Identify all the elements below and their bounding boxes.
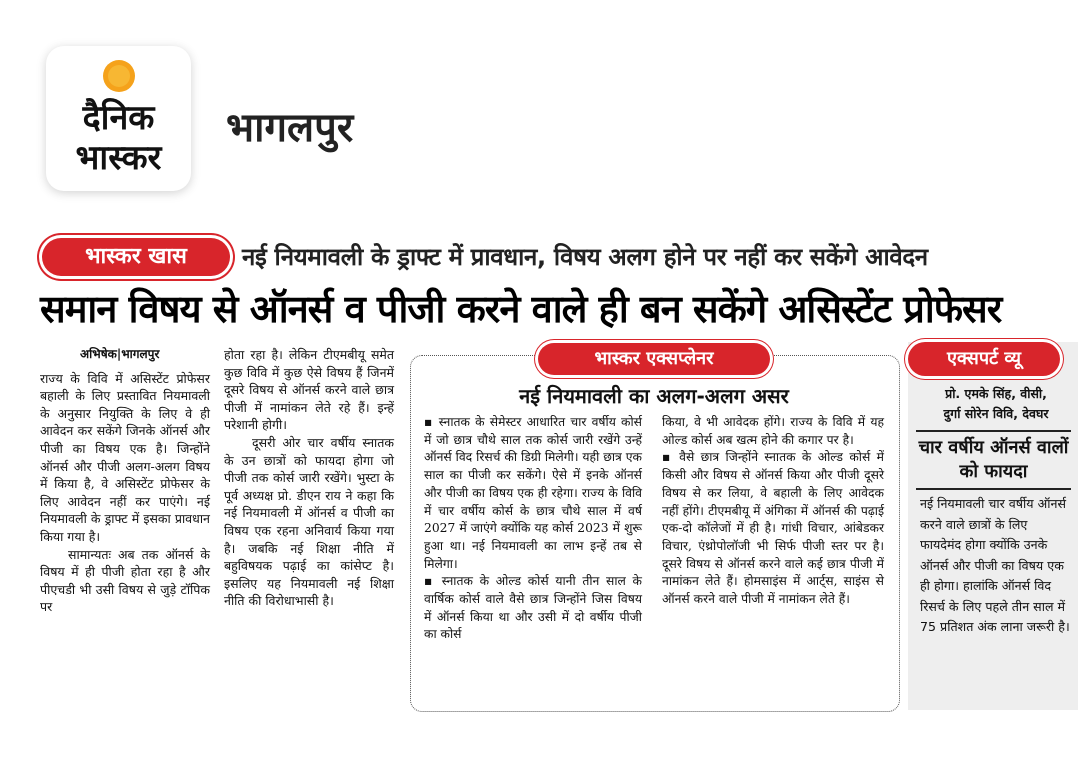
divider xyxy=(916,430,1071,432)
expert-badge: एक्सपर्ट व्यू xyxy=(908,342,1060,376)
explainer-badge: भास्कर एक्सप्लेनर xyxy=(538,343,770,375)
paragraph: ▪ वैसे छात्र जिन्होंने स्नातक के ओल्ड कोर्स में किसी और विषय से ऑनर्स किया और पीजी दूसरे विषय से कर लिया, वे बहाली के लिए आवेदक नहीं होंगे। टीएमबीयू में अंगिका में ऑनर्स की पढ़ाई एक-दो कॉलेजों में ही है। गांधी विचार, आंबेडकर विचार, एंथ्रोपोलॉजी भी सिर्फ पीजी स्तर पर है। दूसरे विषय से ऑनर्स करने वाले कई छात्र पीजी में नामांकन लेते हैं। होमसाइंस में आर्ट्स, साइंस से ऑनर्स करने वाले पीजी में नामांकन लेते हैं। xyxy=(662,450,884,607)
newspaper-logo xyxy=(46,46,191,191)
paragraph: राज्य के विवि में असिस्टेंट प्रोफेसर बहाली के लिए प्रस्तावित नियमावली के अनुसार नियुक्ति के लिए वे ही आवेदन कर सकेंगे जिनके ऑनर्स और पीजी का विषय एक है। जिन्होंने ऑनर्स और पीजी अलग-अलग विषय में किया है, वे असिस्टेंट प्रोफेसर के लिए आवेदन नहीं कर पाएंगे। नई नियमावली के ड्राफ्ट में इसका प्रावधान किया गया है। xyxy=(40,370,210,544)
paragraph: दूसरी ओर चार वर्षीय स्नातक के उन छात्रों को फायदा होगा जो पीजी तक कोर्स जारी रखेंगे। भुस्टा के पूर्व अध्यक्ष प्रो. डीएन राय ने कहा कि नई नियमावली में ऑनर्स व पीजी का विषय एक रहना अनिवार्य किया गया है। जबकि नई शिक्षा नीति में बहुविषयक पढ़ाई का कांसेप्ट है। इसलिए यह नियमावली नई शिक्षा नीति की विरोधाभासी है। xyxy=(224,434,394,609)
paragraph: ▪ स्नातक के ओल्ड कोर्स यानी तीन साल के वार्षिक कोर्स वाले वैसे छात्र जिन्होंने जिस विषय में ऑनर्स किया था और उसी में दो वर्षीय पीजी का कोर्स xyxy=(424,574,642,642)
expert-heading: चार वर्षीय ऑनर्स वालों को फायदा xyxy=(918,437,1069,482)
sun-icon xyxy=(101,58,137,94)
byline: अभिषेक|भागलपुर xyxy=(80,347,160,361)
expert-affiliation: दुर्गा सोरेन विवि, देवघर xyxy=(943,406,1049,421)
expert-body: नई नियमावली चार वर्षीय ऑनर्स करने वाले छात्रों के लिए फायदेमंद होगा क्योंकि उनके ऑनर्स और पीजी का विषय एक ही होगा। हालांकि ऑनर्स विद रिसर्च के लिए पहले तीन साल में 75 प्रतिशत अंक लाना जरूरी है। xyxy=(920,496,1070,634)
paragraph: किया, वे भी आवेदक होंगे। राज्य के विवि में यह ओल्ड कोर्स अब खत्म होने की कगार पर है। xyxy=(662,415,884,447)
paragraph: सामान्यतः अब तक ऑनर्स के विषय में ही पीजी होता रहा है और पीएचडी भी उसी विषय से जुड़े टॉपिक पर xyxy=(40,546,210,615)
story-column-2 xyxy=(224,346,394,610)
story-column-1 xyxy=(40,346,210,616)
paragraph: ▪ स्नातक के सेमेस्टर आधारित चार वर्षीय कोर्स में जो छात्र चौथे साल तक कोर्स जारी रखेंगे उन्हें ऑनर्स विद रिसर्च की डिग्री मिलेगी। यही छात्र एक साल का पीजी कर सकेंगे। ऐसे में इनके ऑनर्स और पीजी का विषय एक ही रहेगा। राज्य के विवि में चार वर्षीय कोर्स के छात्र चौथे साल में वर्ष 2027 में जाएंगे क्योंकि यह कोर्स 2023 में शुरू हुआ था। नई नियमावली का लाभ इन्हें तब से मिलेगा। xyxy=(424,415,642,571)
expert-name-line: प्रो. एमके सिंह, वीसी, xyxy=(945,386,1047,401)
section-badge: भास्कर खास xyxy=(42,238,230,276)
main-headline: समान विषय से ऑनर्स व पीजी करने वाले ही बन सकेंगे असिस्टेंट प्रोफेसर xyxy=(40,287,1002,331)
explainer-column-left xyxy=(424,414,642,644)
expert-name xyxy=(916,384,1076,424)
explainer-column-right xyxy=(662,414,884,609)
divider xyxy=(916,488,1071,490)
edition-city: भागलपुर xyxy=(226,105,354,151)
logo-text-dainik: दैनिक xyxy=(82,98,155,138)
explainer-title: नई नियमावली का अलग-अलग असर xyxy=(519,384,789,408)
logo-text-bhaskar: भास्कर xyxy=(75,138,162,178)
kicker-headline: नई नियमावली के ड्राफ्ट में प्रावधान, विषय अलग होने पर नहीं कर सकेंगे आवेदन xyxy=(242,243,928,271)
paragraph: होता रहा है। लेकिन टीएमबीयू समेत कुछ विवि में कुछ ऐसे विषय हैं जिनमें दूसरे विषय से ऑनर्स करने वाले छात्र पीजी में नामांकन लेते रहे हैं। इन्हें परेशानी होगी। xyxy=(224,347,394,433)
